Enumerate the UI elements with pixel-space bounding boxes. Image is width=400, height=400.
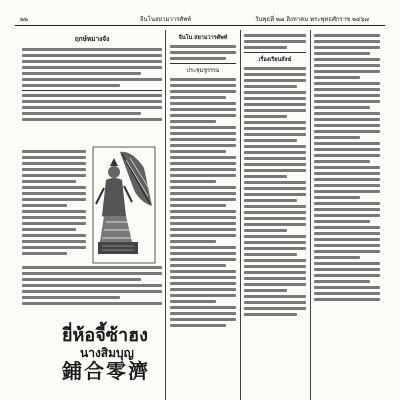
page-header [20, 14, 380, 24]
column-divider-3 [310, 30, 311, 400]
column-1-lower-text [22, 150, 86, 258]
issue-date: วันพุธที่ ๒๗ สิงหาคม พระพุทธศักราช ๒๔๖๗ [255, 16, 369, 23]
column-divider-2 [240, 30, 241, 400]
page-number: ๒๒ [20, 16, 28, 23]
advertisement [62, 326, 172, 400]
column-1-title: ฤกษ์หมางจัง [74, 35, 110, 43]
column-4 [314, 34, 380, 304]
paper-name: จีนโนสยามวารศัพท์ [140, 16, 192, 23]
advert-chinese-name: 鋪合零濟 [62, 359, 150, 383]
column-3 [244, 34, 306, 319]
column-2-section: ประชุมชูรรรม [186, 68, 220, 74]
column-3-title: เรื่องเรียนสังฆ์ [258, 57, 292, 63]
advert-shop-name: ยี่ห้อจี้ซ้าฮง [62, 325, 148, 346]
column-1 [22, 34, 162, 124]
column-1-bottom-text [22, 266, 162, 308]
header-rule [15, 25, 385, 26]
column-2 [170, 34, 236, 330]
advert-owner-name: นางสิมบุญ [80, 346, 134, 360]
column-2-title: จีนโน สยามวารศัพท์ [178, 35, 228, 41]
thai-figure-illustration [92, 146, 156, 264]
